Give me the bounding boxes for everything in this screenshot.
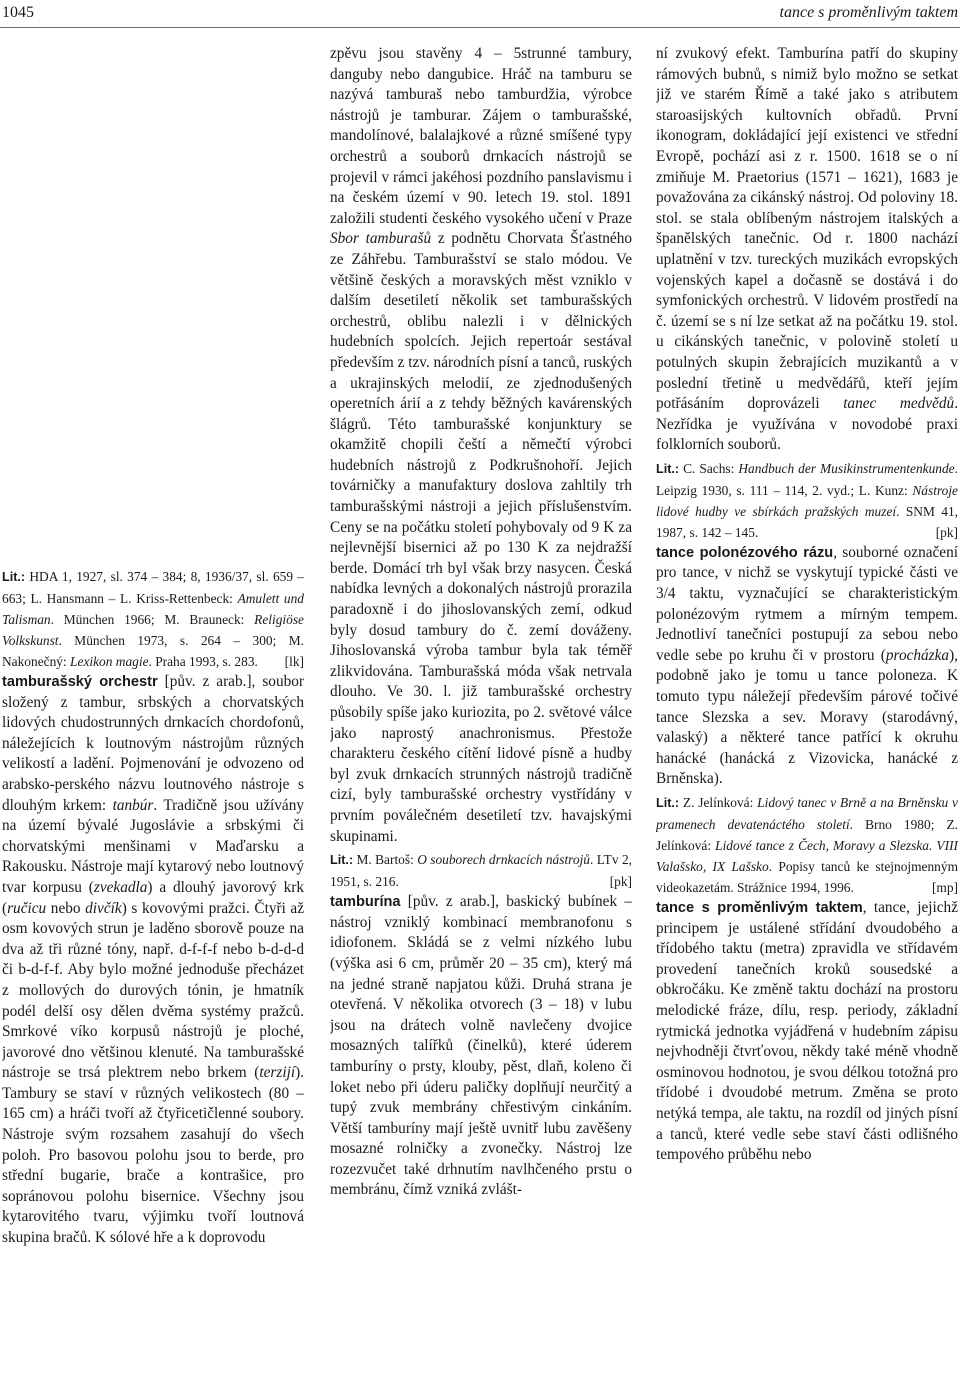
lit-text: . Leipzig 1930, s. 111 – 114, 2. vyd.; L. Kunz: <box>656 460 958 498</box>
entry-term: ručicu <box>7 899 47 917</box>
entry-term: Sbor tamburašů <box>330 230 432 248</box>
lit-label: Lit.: <box>656 796 680 810</box>
lit-title: Handbuch der Musikinstrumentenkunde <box>738 460 955 476</box>
lit-text: Z. Jelínková: <box>679 795 758 810</box>
lit-title: O souborech drnkacích nástrojů <box>417 852 590 868</box>
lit-text: . Praha 1993, s. 283. <box>148 654 258 669</box>
headword: tance s proměnlivým taktem <box>656 900 863 916</box>
lit-text: HDA 1, 1927, sl. 374 – 384; 8, 1936/37, sl. 659 – 663; L. Hansmann – L. Kriss-Rettenbeck: <box>2 569 304 606</box>
entry-text: [pův. z arab.], soubor složený z tambur, srbských a chorvatských lidových chudostrunných drnkacích chordofonů, náležejících k loutnovým nástrojům různých velikostí a ladění. Pojmenování je odvozeno od arabsko-perského názvu loutnového nástroje s dlouhým krkem: <box>2 673 304 814</box>
running-head <box>0 0 960 28</box>
lit-text: C. Sachs: <box>679 460 739 476</box>
page-number: 1045 <box>2 4 34 21</box>
entry-text: ní zvukový efekt. Tamburína patří do skupiny rámových bubnů, s nimiž bylo možno se setkat již ve starém Římě a také jako s atributem staroasijských kultovních obřadů. První ikonogram, dokládající její existenci ve střední Evropě, pochází asi z r. 1500. 1618 se o ní zmiňuje M. Praetorius (1571 – 1621), 1683 je považována za cikánský nástroj. Od poloviny 18. stol. se stala oblíbeným nástrojem italských a španělských tanečnic. Od r. 1800 nachází uplatnění v tzv. tureckých muzikách evropských vojenských kapel a dočasně se dostává i do symfonických orchestrů. V lidovém prostředí na č. území se s ní lze setkat až na počátku 19. stol. u cikánských tanečnic, v polovině století u potulných skupin žebrajících muzikantů a v poslední třetině u medvědářů, kteří jejím potřásáním doprovázeli <box>656 45 958 413</box>
column-1 <box>2 566 304 1373</box>
lit-text: . LTv 2, 1951, s. 216. <box>330 852 632 890</box>
entry-text: , souborné označení pro tance, v nichž se vyskytují typické části ve 3/4 taktu, vyznačující se charakteristickým polonézovým rytmem a mírným tempem. Jednotliví tanečníci postupují za sebou nebo vedle sebe po kruhu či v prostoru ( <box>656 543 958 664</box>
author-signature: [mp] <box>931 880 958 895</box>
literature-sachs-kunz <box>656 458 958 543</box>
lit-text: . München 1973, s. 264 – 300; M. Nakonečný: <box>2 633 304 669</box>
headword: tamburína <box>330 894 401 911</box>
entry-tamburassky-orchestr <box>2 672 304 1249</box>
headword: tance polonézového rázu <box>656 544 834 561</box>
lit-title: Lidový tanec v Brně a na Brněnsku v pramenech devatenáctého století <box>656 795 958 832</box>
entry-tamburina <box>330 892 632 1201</box>
entry-term: tanec medvědů <box>843 395 955 413</box>
lit-label: Lit.: <box>2 570 26 584</box>
literature-amulet <box>2 566 304 672</box>
entry-text: , tance, jejichž principem je ustálené střídání dvoudobého a třídobého taktu (metra) zpravidla ve střídavém provedení tanečních kroků sousedské a obkročáku. Ke změně taktu dochází na prostoru melodické fráze, dílu, resp. periody, základní rytmická jednotka vyjádřená v hudebním zápisu nejvhodněji čtvrťovou, někdy také méně vhodně osminovou hodnotou, je svou délkou totožná pro třídobé i dvoudobé metrum. Změna se proto netýká tempa, ale taktu, na rozdíl od jiných písní a tanců, které vedle sebe staví části odlišného tempového průběhu nebo <box>656 899 958 1164</box>
lit-text: M. Bartoš: <box>353 852 418 868</box>
running-title: tance s proměnlivým taktem <box>779 4 958 21</box>
literature-jelinkova <box>656 792 958 898</box>
entry-text: nebo <box>46 899 86 917</box>
entry-term: zvekadla <box>93 878 148 896</box>
author-signature: [pk] <box>935 524 958 540</box>
lit-label: Lit.: <box>656 461 680 476</box>
headword: tamburašský orchestr <box>2 674 158 690</box>
header-rule <box>0 27 960 28</box>
lit-title: Lexikon magie <box>70 654 149 669</box>
literature-bartos <box>330 849 632 892</box>
entry-tance-s-promenlivym-taktem <box>656 898 958 1166</box>
entry-text: zpěvu jsou stavěny 4 – 5strunné tambury, danguby nebo dangubice. Hráč na tamburu se nazývá tamburaš nebo tamburdžia, výrobce nástrojů je tamburar. Zájem o tamburašské, mandolínové, balalajkové a různé smíšené typy orchestrů a souborů drnkacích nástrojů se projevil v rámci jakéhosi pozdního panslavismu i na českém území v 90. letech 19. stol. 1891 založili studenti českého vysokého učení v Praze <box>330 45 632 227</box>
lit-title: Nástroje lidové hudby ve sbírkách pražských muzeí <box>656 482 958 519</box>
entry-continuation <box>656 44 958 456</box>
lit-title: Religiöse Volkskunst <box>2 612 304 648</box>
lit-title: Amulett und Talisman <box>2 591 304 627</box>
author-signature: [lk] <box>284 654 304 669</box>
entry-text: z podnětu Chorvata Šťastného ze Záhřebu. Tamburašství se stalo módou. Ve většině českých a moravských měst vzniklo v dalším desetiletí několik set tamburašských orchestrů, oblibu nalezli i v dělnických hudebních spolcích. Jejich repertoár sestával především z tzv. národních písní a tanců, ruských a ukrajinských melodií, ze zjednodušených operetních árií a z tehdy běžných kavárenských šlágrů. Této tamburašské konjunktury se okamžitě chopili čeští a němečtí výrobci hudebních nástrojů z Podkrušnohoří. Jejich továrničky a manufaktury doslova zahltily trh tamburašskými nástroji a jejich příslušenstvím. Ceny se na počátku století pohybovaly od 9 K za nejlevnější bisernici až po 130 K za nejdražší berde. Domácí trh byl však brzy nasycen. Česká nabídka levných a dokonalých nástrojů prorazila paradoxně i do jihoslovanských zemí, odkud byly dosud tambury do č. zemí dováženy. Jihoslovanská výroba tambur byla tak téměř zlikvidována. Tamburašská móda však netrvala dlouho. Ve 30. l. již tamburašské orchestry působily spíše jako kuriozita, po 2. světové válce jako naprostý anachronismus. Přestože charakteru českého cítění lidové písně a hudby byl zvuk drnkacích strunných nástrojů tradičně cizí, byly tamburašské orchestry vystřídány v prvním poválečném desetiletí tzv. havajskými skupinami. <box>330 230 632 845</box>
entry-text: ), podobně jako je tomu u tance poloneza. K tomuto typu náležejí především párové točivé tance Slezska a sev. Moravy (starodávný, valaský) a některé tance patřící k okruhu hanácké (hanácká z Vizovicka, hanácké z Brněnska). <box>656 646 958 788</box>
entry-text: ) a dlouhý javorový krk ( <box>2 878 304 917</box>
entry-tance-polonezoveho-razu <box>656 543 958 790</box>
lit-label: Lit.: <box>330 853 354 868</box>
author-signature: [pk] <box>609 874 632 890</box>
entry-term: terzijí <box>259 1064 296 1082</box>
lit-text: . SNM 41, 1987, s. 142 – 145. <box>656 503 958 540</box>
entry-term: divčík <box>85 899 122 917</box>
entry-text: ). Tambury se staví v různých velikostech (80 – 165 cm) a hráči tvoří až čtyřicetičlenné soubory. Nástroje svým rozsahem zasahují do všech poloh. Pro basovou polohu jsou to berde, pro střední bugarie, brače a kontrašice, pro sopránovou polohu bisernice. Všechny jsou kytarovitého tvaru, výjimku tvoří loutnová skupina bračů. K sólové hře a k doprovodu <box>2 1064 304 1247</box>
entry-text: ) s kovovými pražci. Čtyři až osm kovových strun je laděno sborově pouze na dva až tři různé tóny, např. d-f-f-f nebo b-d-d-d či b-d-f-f. Aby bylo možné jednoduše přecházet z mollových do durových tónin, je hmatník podél delší osy dělen dvěma systémy pražců. Smrkové víko korpusů nástrojů je ploché, javorové dno většinou klenuté. Na tamburašské nástroje se trsá plektrem nebo brkem ( <box>2 899 304 1082</box>
column-3 <box>656 44 958 1373</box>
entry-term: procházka <box>885 646 950 664</box>
column-2 <box>330 44 632 1373</box>
entry-text: . Nezřídka je využívána v novodobé praxi folklorních souborů. <box>656 395 958 454</box>
lit-title: Lidové tance z Čech, Moravy a Slezska. VIII Valašsko, IX Lašsko <box>656 838 958 874</box>
lit-text: . Brno 1980; Z. Jelínková: <box>656 817 958 853</box>
entry-text: . Tradičně jsou užívány na území bývalé Jugoslávie a srbskými či chorvatskými menšinami v Maďarsku a Rakousku. Nástroje mají kytarový nebo loutnový tvar korpusu ( <box>2 796 304 896</box>
entry-continuation <box>330 44 632 847</box>
lit-text: . Popisy tanců ke stejnojmenným videokazetám. Strážnice 1994, 1996. <box>656 859 958 895</box>
entry-term: tanbúr <box>112 796 154 814</box>
lit-text: . München 1966; M. Brauneck: <box>50 612 255 627</box>
entry-text: [pův. z arab.], baskický bubínek – nástroj vzniklý kombinací membranofonu s idiofonem. Skládá se z velmi nízkého lubu (výška asi 6 cm, průměr 20 – 35 cm), který má na jedné straně napjatou kůži. Druhá strana je otevřená. V několika otvorech (3 – 18) v lubu jsou na drátech volně navlečeny dvojice mosazných talířků (činelků), které úderem tamburíny o prsty, klouby, pěst, dlaň, koleno či loket nebo při úderu paličky doplňují neurčitý a tupý zvuk membrány chřestivým cinkáním. Větší tamburíny mají ještě uvnitř lubu zavěšeny mosazné rolničky a zvonečky. Nástroj lze rozezvučet také drhnutím navlhčeného prstu o membránu, čímž vzniká zvlášt- <box>330 893 632 1199</box>
